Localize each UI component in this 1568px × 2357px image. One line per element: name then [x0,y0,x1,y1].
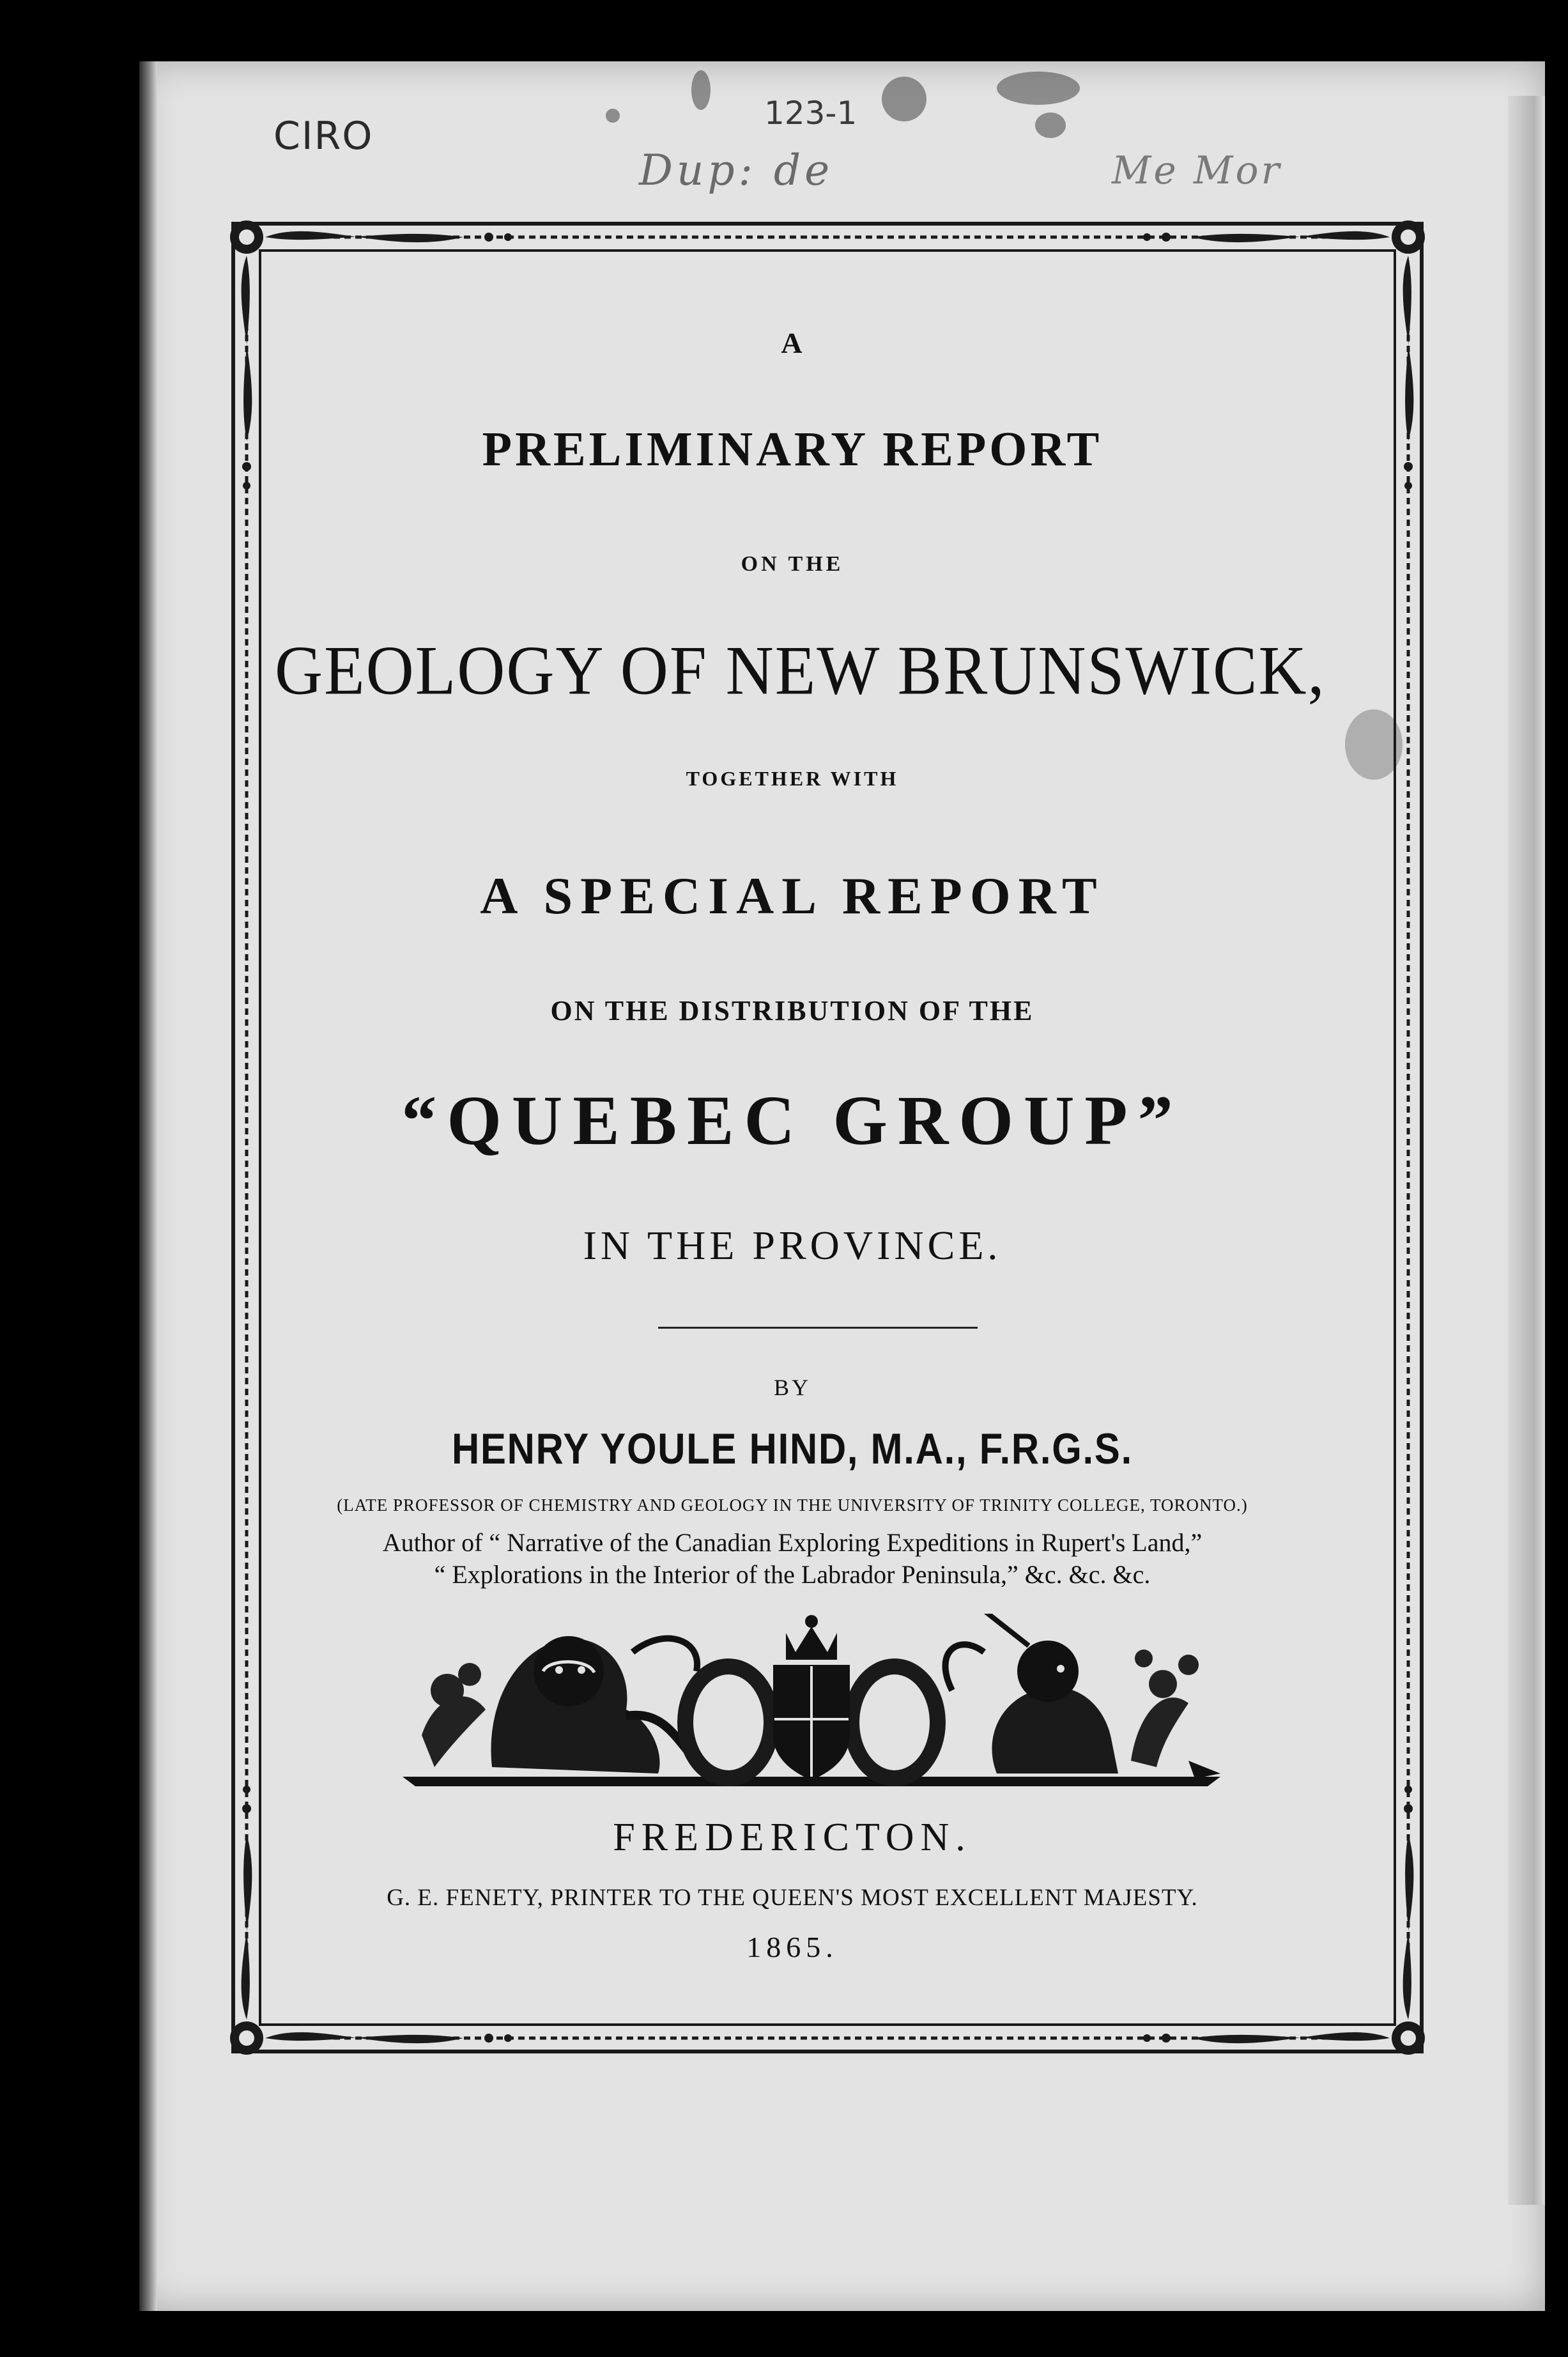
handwritten-note-2: Me Mor [1112,148,1282,193]
royal-coat-of-arms-icon [396,1614,1227,1805]
imprint-printer: G. E. FENETY, PRINTER TO THE QUEEN'S MOST EXCELLENT MAJESTY. [387,1885,1198,1911]
ink-stain [1035,112,1066,138]
subtitle-line-3: “QUEBEC GROUP” [401,1081,1183,1159]
title-line-2: ON THE [741,552,844,576]
title-line-1: PRELIMINARY REPORT [482,422,1103,476]
imprint-place: FREDERICTON. [613,1816,972,1859]
ink-stain [997,72,1080,105]
byline-label: BY [773,1375,811,1400]
handwritten-note: Dup: de [639,146,834,195]
subtitle-line-1: A SPECIAL REPORT [480,867,1105,925]
title-connector: TOGETHER WITH [686,767,899,790]
author-works-line-2: “ Explorations in the Interior of the Labrador Peninsula,” &c. &c. &c. [434,1560,1151,1589]
ink-stain [882,77,926,121]
title-article: A [781,327,804,359]
author-note: (LATE PROFESSOR OF CHEMISTRY AND GEOLOGY IN THE UNIVERSITY OF TRINITY COLLEGE, TORONTO.) [337,1495,1248,1515]
ink-stain [606,109,620,123]
title-line-3: GEOLOGY OF NEW BRUNSWICK, [275,632,1326,709]
page-fore-edge [1508,96,1545,2205]
imprint-year: 1865. [746,1931,838,1963]
handwritten-call-number: CIRO [273,114,374,158]
section-divider [658,1327,978,1329]
page-spine-edge [139,61,157,2311]
author-works-line-1: Author of “ Narrative of the Canadian Exploring Expeditions in Rupert's Land,” [382,1528,1203,1557]
subtitle-line-4: IN THE PROVINCE. [583,1223,1002,1268]
handwritten-number: 123-1 [764,95,857,132]
author-name: HENRY YOULE HIND, M.A., F.R.G.S. [452,1425,1133,1473]
subtitle-line-2: ON THE DISTRIBUTION OF THE [550,995,1034,1026]
ink-stain [691,70,711,110]
